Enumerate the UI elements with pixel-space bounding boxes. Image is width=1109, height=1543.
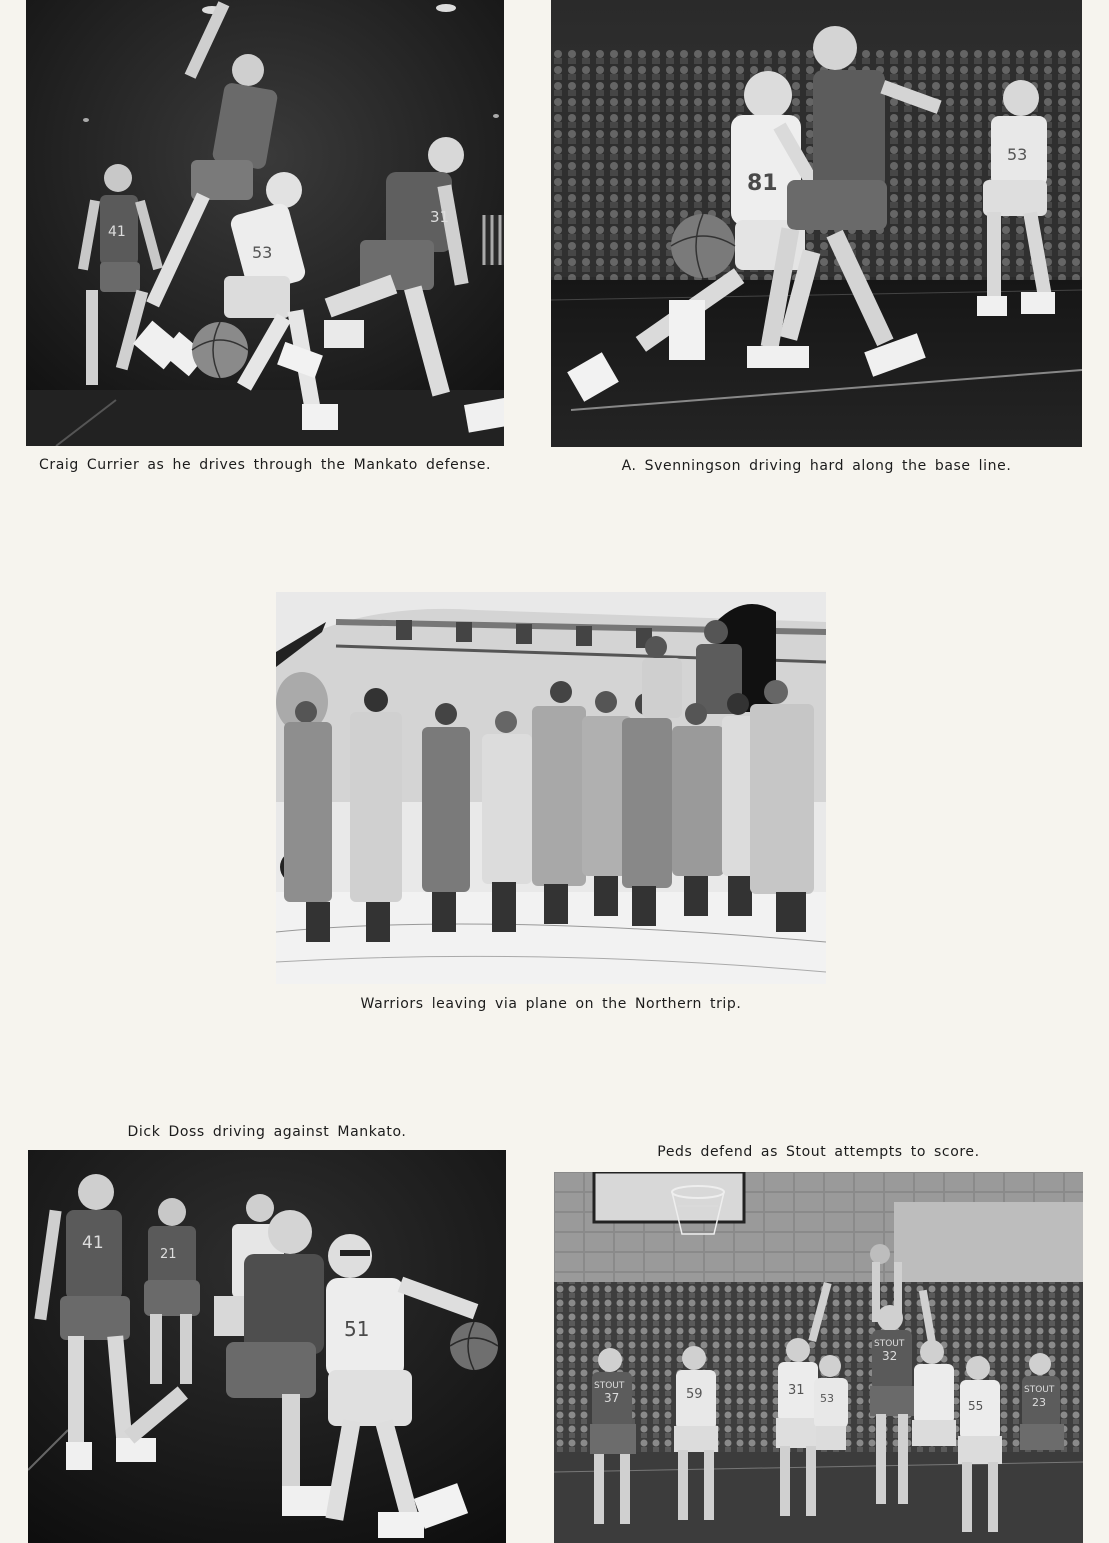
jersey-lettering-stout-23: STOUT bbox=[1024, 1385, 1055, 1395]
jersey-number-53: 53 bbox=[252, 243, 273, 262]
jersey-number-23: 23 bbox=[1032, 1396, 1046, 1409]
jersey-number-53: 53 bbox=[820, 1392, 834, 1405]
caption-peds-stout: Peds defend as Stout attempts to score. bbox=[657, 1144, 980, 1160]
jersey-number-32: 32 bbox=[882, 1349, 898, 1363]
photo-craig-currier bbox=[26, 0, 504, 446]
jersey-number-31: 31 bbox=[788, 1383, 805, 1398]
jersey-number-55: 55 bbox=[968, 1399, 984, 1413]
caption-svenningson: A. Svenningson driving hard along the base line. bbox=[621, 458, 1012, 474]
jersey-number-21: 21 bbox=[160, 1247, 177, 1262]
jersey-number-37: 37 bbox=[604, 1391, 620, 1405]
jersey-lettering-stout-32: STOUT bbox=[874, 1339, 905, 1349]
jersey-number-51: 51 bbox=[344, 1317, 370, 1341]
jersey-number-41: 41 bbox=[82, 1233, 104, 1253]
caption-dick-doss: Dick Doss driving against Mankato. bbox=[127, 1124, 407, 1140]
jersey-number-81: 81 bbox=[747, 171, 778, 196]
photo-svenningson bbox=[551, 0, 1082, 447]
jersey-lettering-stout-37: STOUT bbox=[594, 1381, 625, 1391]
photo-dick-doss bbox=[28, 1150, 506, 1543]
jersey-number-59: 59 bbox=[686, 1387, 703, 1402]
caption-craig-currier: Craig Currier as he drives through the Mankato defense. bbox=[38, 457, 492, 473]
jersey-number-53: 53 bbox=[1007, 145, 1028, 164]
photo-warriors-plane bbox=[276, 592, 826, 984]
jersey-number-31: 31 bbox=[430, 208, 450, 226]
photo-peds-stout bbox=[554, 1172, 1083, 1543]
jersey-number-41: 41 bbox=[108, 224, 126, 240]
caption-warriors-plane: Warriors leaving via plane on the Northern trip. bbox=[360, 996, 742, 1012]
